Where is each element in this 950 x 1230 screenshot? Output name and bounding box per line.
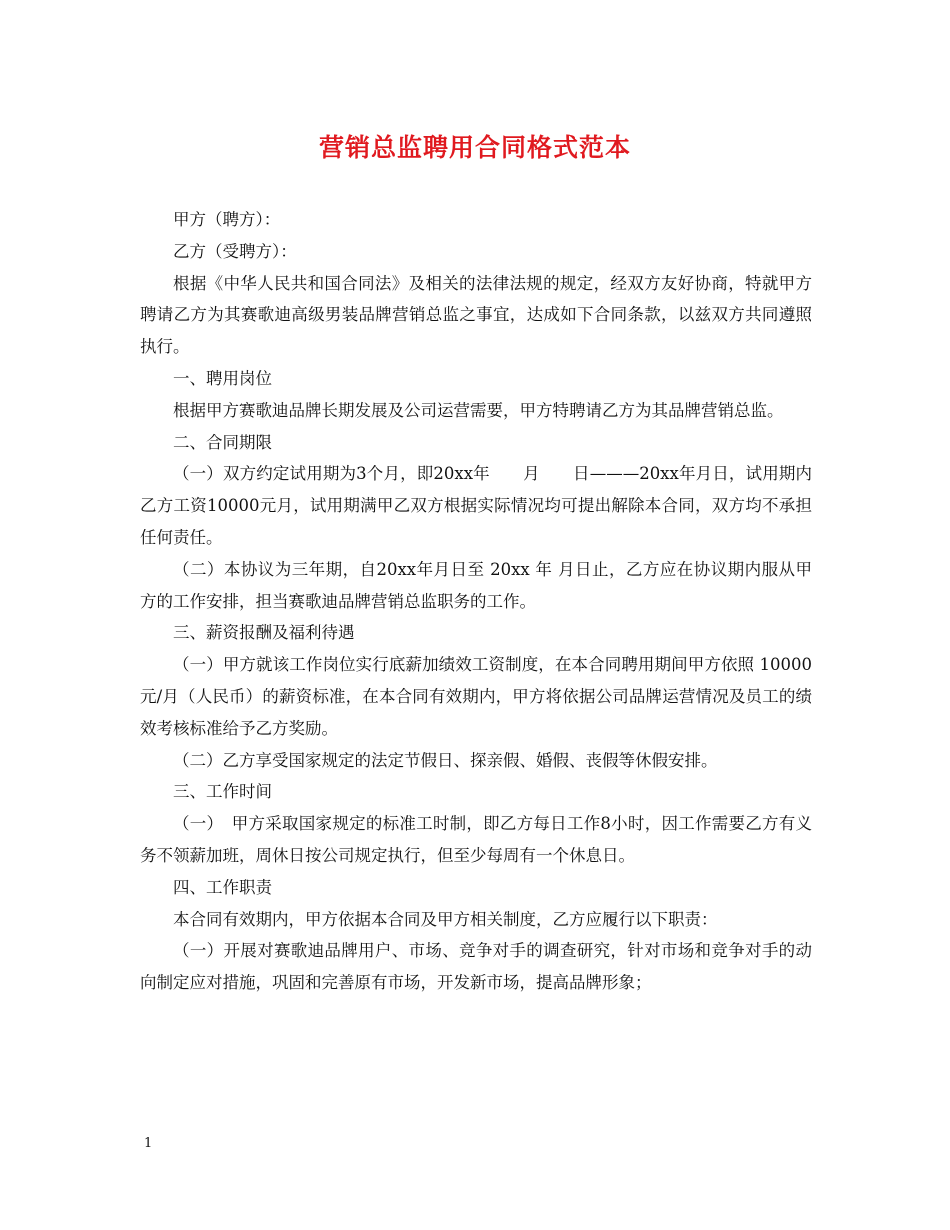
document-title: 营销总监聘用合同格式范本 <box>318 133 631 162</box>
position-paragraph: 根据甲方赛歌迪品牌长期发展及公司运营需要，甲方特聘请乙方为其品牌营销总监。 <box>173 400 784 420</box>
salary-clause-1: （一）甲方就该工作岗位实行底薪加绩效工资制度，在本合同聘用期间甲方依照 10000元/月（人民币）的薪资标准，在本合同有效期内，甲方将依据公司品牌运营情况及员工的绩效考核标准给予乙方奖励。 <box>140 655 812 738</box>
term-clause-2: （二）本协议为三年期，自20xx年月日至 20xx 年 月日止，乙方应在协议期内服从甲方的工作安排，担当赛歌迪品牌营销总监职务的工作。 <box>140 559 812 611</box>
party-a-line: 甲方（聘方）： <box>173 210 281 229</box>
hours-clause-1: （一） 甲方采取国家规定的标准工时制，即乙方每日工作8小时，因工作需要乙方有义务不领薪加班，周休日按公司规定执行，但至少每周有一个休息日。 <box>140 814 812 865</box>
duties-clause-1: （一）开展对赛歌迪品牌用户、市场、竞争对手的调查研究，针对市场和竞争对手的动向制定应对措施，巩固和完善原有市场，开发新市场，提高品牌形象； <box>140 941 812 993</box>
section-heading-hours: 三、工作时间 <box>173 782 272 802</box>
section-heading-term: 二、合同期限 <box>173 432 272 452</box>
term-clause-1: （一）双方约定试用期为3个月，即20xx年 月 日———20xx年月日，试用期内乙方工资10000元月，试用期满甲乙双方根据实际情况均可提出解除本合同，双方均不承担任何责任。 <box>140 464 812 547</box>
section-heading-salary: 三、薪资报酬及福利待遇 <box>173 623 355 643</box>
document-body <box>140 204 812 999</box>
preamble-paragraph: 根据《中华人民共和国合同法》及相关的法律法规的规定，经双方友好协商，特就甲方聘请乙方为其赛歌迪高级男装品牌营销总监之事宜，达成如下合同条款，以兹双方共同遵照执行。 <box>140 273 812 357</box>
duties-intro: 本合同有效期内，甲方依据本合同及甲方相关制度，乙方应履行以下职责： <box>173 909 718 929</box>
salary-clause-2: （二）乙方享受国家规定的法定节假日、探亲假、婚假、丧假等休假安排。 <box>173 750 718 770</box>
section-heading-position: 一、聘用岗位 <box>173 368 272 388</box>
section-heading-duties: 四、工作职责 <box>173 877 272 897</box>
party-b-line: 乙方（受聘方）： <box>173 241 297 261</box>
page-number: 1 <box>144 1136 153 1151</box>
